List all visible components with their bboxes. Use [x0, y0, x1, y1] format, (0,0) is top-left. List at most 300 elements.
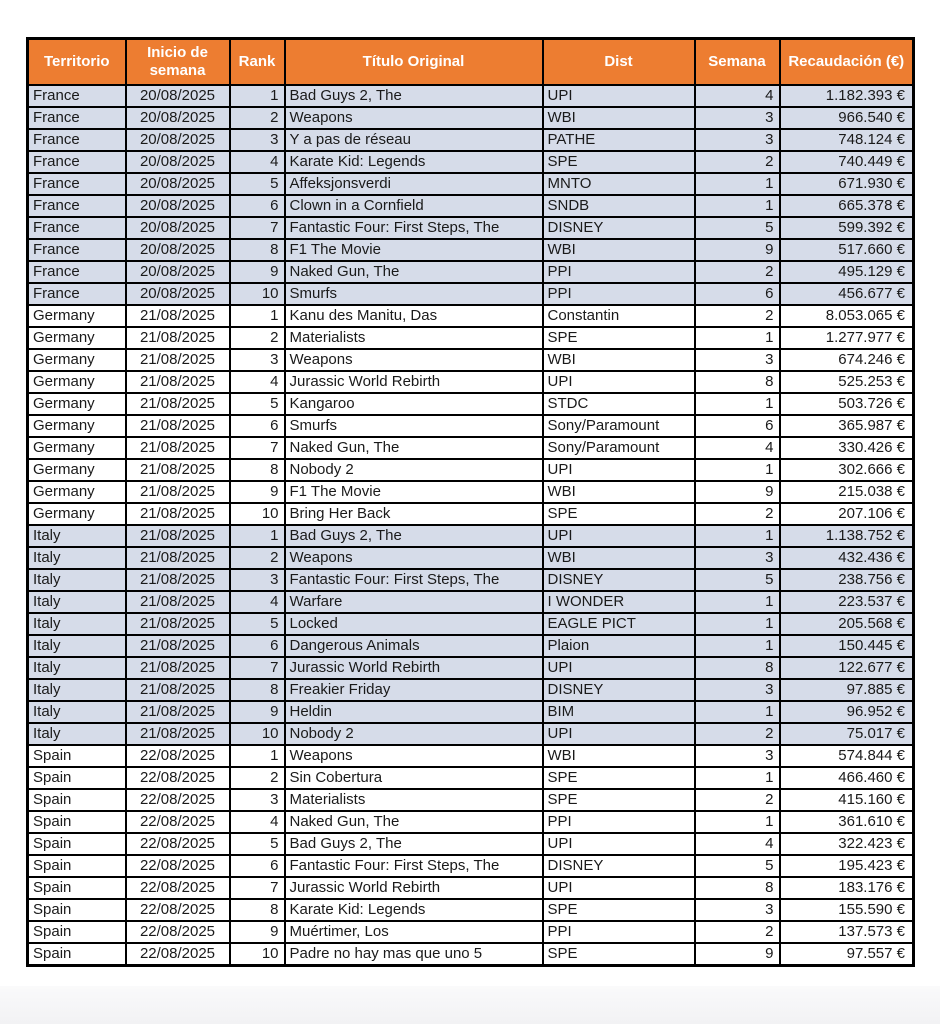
- cell-week-start: 20/08/2025: [126, 217, 230, 239]
- cell-territory: Germany: [28, 327, 126, 349]
- cell-dist: STDC: [543, 393, 695, 415]
- cell-week: 6: [695, 415, 780, 437]
- cell-title: Smurfs: [285, 415, 543, 437]
- cell-title: Heldin: [285, 701, 543, 723]
- cell-dist: UPI: [543, 525, 695, 547]
- cell-territory: Italy: [28, 613, 126, 635]
- cell-dist: WBI: [543, 547, 695, 569]
- cell-week-start: 21/08/2025: [126, 371, 230, 393]
- cell-week: 1: [695, 195, 780, 217]
- cell-dist: MNTO: [543, 173, 695, 195]
- cell-rank: 9: [230, 261, 285, 283]
- cell-territory: Spain: [28, 877, 126, 899]
- cell-territory: Italy: [28, 591, 126, 613]
- cell-title: Materialists: [285, 789, 543, 811]
- cell-rank: 3: [230, 349, 285, 371]
- cell-dist: PPI: [543, 283, 695, 305]
- cell-title: Y a pas de réseau: [285, 129, 543, 151]
- cell-territory: France: [28, 85, 126, 107]
- table-row: [28, 305, 914, 327]
- cell-title: Clown in a Cornfield: [285, 195, 543, 217]
- cell-week-start: 20/08/2025: [126, 239, 230, 261]
- cell-title: Nobody 2: [285, 723, 543, 745]
- cell-week: 1: [695, 701, 780, 723]
- cell-territory: France: [28, 151, 126, 173]
- table-row: [28, 811, 914, 833]
- cell-rank: 3: [230, 789, 285, 811]
- cell-dist: PATHE: [543, 129, 695, 151]
- cell-week: 1: [695, 767, 780, 789]
- cell-week-start: 21/08/2025: [126, 591, 230, 613]
- cell-dist: UPI: [543, 833, 695, 855]
- cell-territory: Germany: [28, 305, 126, 327]
- cell-dist: DISNEY: [543, 217, 695, 239]
- table-row: [28, 327, 914, 349]
- boxoffice-table: [26, 37, 915, 967]
- cell-rank: 8: [230, 459, 285, 481]
- cell-territory: Germany: [28, 349, 126, 371]
- cell-week-start: 21/08/2025: [126, 459, 230, 481]
- cell-gross: 238.756 €: [780, 569, 914, 591]
- cell-rank: 9: [230, 481, 285, 503]
- cell-week-start: 20/08/2025: [126, 195, 230, 217]
- cell-gross: 671.930 €: [780, 173, 914, 195]
- table-row: [28, 657, 914, 679]
- header-gross: Recaudación (€): [780, 39, 914, 85]
- cell-gross: 195.423 €: [780, 855, 914, 877]
- cell-week-start: 20/08/2025: [126, 85, 230, 107]
- cell-week-start: 21/08/2025: [126, 481, 230, 503]
- cell-title: Affeksjonsverdi: [285, 173, 543, 195]
- table-row: [28, 767, 914, 789]
- cell-week-start: 22/08/2025: [126, 767, 230, 789]
- table-row: [28, 437, 914, 459]
- cell-week-start: 22/08/2025: [126, 789, 230, 811]
- table-row: [28, 371, 914, 393]
- cell-week: 3: [695, 107, 780, 129]
- cell-dist: SPE: [543, 789, 695, 811]
- cell-rank: 10: [230, 723, 285, 745]
- cell-dist: UPI: [543, 371, 695, 393]
- cell-week-start: 22/08/2025: [126, 811, 230, 833]
- cell-territory: Italy: [28, 569, 126, 591]
- cell-week-start: 22/08/2025: [126, 745, 230, 767]
- header-row: [28, 39, 914, 85]
- cell-dist: Sony/Paramount: [543, 437, 695, 459]
- cell-gross: 525.253 €: [780, 371, 914, 393]
- cell-week-start: 21/08/2025: [126, 503, 230, 525]
- cell-dist: SNDB: [543, 195, 695, 217]
- cell-dist: WBI: [543, 239, 695, 261]
- cell-week-start: 21/08/2025: [126, 723, 230, 745]
- table-row: [28, 173, 914, 195]
- cell-week: 3: [695, 745, 780, 767]
- cell-territory: Germany: [28, 503, 126, 525]
- cell-week-start: 21/08/2025: [126, 437, 230, 459]
- table-row: [28, 283, 914, 305]
- table-row: [28, 151, 914, 173]
- cell-gross: 215.038 €: [780, 481, 914, 503]
- cell-territory: France: [28, 283, 126, 305]
- cell-week: 1: [695, 635, 780, 657]
- cell-rank: 5: [230, 173, 285, 195]
- cell-week-start: 21/08/2025: [126, 569, 230, 591]
- cell-territory: Spain: [28, 745, 126, 767]
- cell-territory: Italy: [28, 723, 126, 745]
- header-rank: Rank: [230, 39, 285, 85]
- cell-dist: SPE: [543, 899, 695, 921]
- cell-rank: 8: [230, 899, 285, 921]
- header-dist: Dist: [543, 39, 695, 85]
- cell-rank: 10: [230, 943, 285, 966]
- table-row: [28, 591, 914, 613]
- cell-gross: 740.449 €: [780, 151, 914, 173]
- cell-week: 2: [695, 151, 780, 173]
- cell-rank: 1: [230, 305, 285, 327]
- cell-title: Bring Her Back: [285, 503, 543, 525]
- cell-week: 1: [695, 393, 780, 415]
- cell-gross: 205.568 €: [780, 613, 914, 635]
- cell-territory: France: [28, 195, 126, 217]
- cell-week-start: 22/08/2025: [126, 833, 230, 855]
- cell-title: Fantastic Four: First Steps, The: [285, 217, 543, 239]
- cell-week: 1: [695, 459, 780, 481]
- cell-territory: Spain: [28, 921, 126, 943]
- cell-territory: Spain: [28, 943, 126, 966]
- cell-dist: Sony/Paramount: [543, 415, 695, 437]
- cell-dist: SPE: [543, 767, 695, 789]
- table-row: [28, 833, 914, 855]
- cell-week: 3: [695, 547, 780, 569]
- cell-title: Kangaroo: [285, 393, 543, 415]
- cell-gross: 665.378 €: [780, 195, 914, 217]
- cell-week: 9: [695, 481, 780, 503]
- cell-week-start: 22/08/2025: [126, 943, 230, 966]
- table-row: [28, 261, 914, 283]
- cell-week: 1: [695, 591, 780, 613]
- cell-gross: 137.573 €: [780, 921, 914, 943]
- cell-week-start: 21/08/2025: [126, 635, 230, 657]
- cell-dist: SPE: [543, 503, 695, 525]
- cell-week: 2: [695, 261, 780, 283]
- cell-territory: Spain: [28, 833, 126, 855]
- table-header: [28, 39, 914, 85]
- cell-week-start: 21/08/2025: [126, 547, 230, 569]
- cell-week: 2: [695, 723, 780, 745]
- cell-rank: 6: [230, 415, 285, 437]
- cell-gross: 432.436 €: [780, 547, 914, 569]
- cell-rank: 6: [230, 855, 285, 877]
- cell-rank: 5: [230, 393, 285, 415]
- cell-territory: Germany: [28, 393, 126, 415]
- cell-territory: Germany: [28, 459, 126, 481]
- cell-territory: Italy: [28, 547, 126, 569]
- cell-rank: 6: [230, 635, 285, 657]
- cell-gross: 517.660 €: [780, 239, 914, 261]
- cell-dist: DISNEY: [543, 855, 695, 877]
- cell-rank: 8: [230, 239, 285, 261]
- cell-territory: France: [28, 261, 126, 283]
- cell-territory: France: [28, 129, 126, 151]
- cell-title: F1 The Movie: [285, 239, 543, 261]
- table-row: [28, 789, 914, 811]
- table-row: [28, 525, 914, 547]
- cell-dist: UPI: [543, 459, 695, 481]
- cell-week-start: 21/08/2025: [126, 327, 230, 349]
- table-row: [28, 921, 914, 943]
- cell-title: Muértimer, Los: [285, 921, 543, 943]
- table-row: [28, 613, 914, 635]
- cell-week-start: 21/08/2025: [126, 657, 230, 679]
- cell-gross: 365.987 €: [780, 415, 914, 437]
- cell-title: Jurassic World Rebirth: [285, 371, 543, 393]
- cell-week-start: 20/08/2025: [126, 261, 230, 283]
- cell-title: Bad Guys 2, The: [285, 85, 543, 107]
- cell-territory: Italy: [28, 657, 126, 679]
- cell-week: 2: [695, 789, 780, 811]
- cell-week-start: 20/08/2025: [126, 151, 230, 173]
- cell-week-start: 21/08/2025: [126, 393, 230, 415]
- cell-title: Bad Guys 2, The: [285, 525, 543, 547]
- cell-territory: France: [28, 173, 126, 195]
- cell-rank: 5: [230, 613, 285, 635]
- cell-gross: 122.677 €: [780, 657, 914, 679]
- cell-dist: Constantin: [543, 305, 695, 327]
- cell-rank: 10: [230, 503, 285, 525]
- cell-dist: SPE: [543, 943, 695, 966]
- cell-week-start: 20/08/2025: [126, 283, 230, 305]
- cell-week: 1: [695, 173, 780, 195]
- cell-dist: I WONDER: [543, 591, 695, 613]
- cell-rank: 2: [230, 767, 285, 789]
- cell-week-start: 21/08/2025: [126, 525, 230, 547]
- cell-title: Padre no hay mas que uno 5: [285, 943, 543, 966]
- cell-title: F1 The Movie: [285, 481, 543, 503]
- cell-week: 1: [695, 613, 780, 635]
- cell-week: 3: [695, 349, 780, 371]
- table-row: [28, 943, 914, 966]
- cell-territory: France: [28, 107, 126, 129]
- cell-dist: SPE: [543, 327, 695, 349]
- cell-week: 4: [695, 437, 780, 459]
- table-row: [28, 547, 914, 569]
- cell-territory: Spain: [28, 767, 126, 789]
- cell-week: 5: [695, 569, 780, 591]
- cell-title: Nobody 2: [285, 459, 543, 481]
- cell-dist: DISNEY: [543, 569, 695, 591]
- cell-territory: Italy: [28, 701, 126, 723]
- cell-gross: 599.392 €: [780, 217, 914, 239]
- cell-rank: 7: [230, 657, 285, 679]
- cell-title: Weapons: [285, 547, 543, 569]
- table-row: [28, 107, 914, 129]
- cell-rank: 1: [230, 525, 285, 547]
- cell-week: 1: [695, 525, 780, 547]
- cell-rank: 9: [230, 921, 285, 943]
- cell-gross: 361.610 €: [780, 811, 914, 833]
- table-row: [28, 459, 914, 481]
- cell-rank: 4: [230, 151, 285, 173]
- cell-gross: 1.182.393 €: [780, 85, 914, 107]
- cell-territory: Spain: [28, 899, 126, 921]
- cell-rank: 5: [230, 833, 285, 855]
- cell-week: 3: [695, 129, 780, 151]
- table-row: [28, 85, 914, 107]
- cell-week: 1: [695, 811, 780, 833]
- cell-gross: 415.160 €: [780, 789, 914, 811]
- cell-gross: 748.124 €: [780, 129, 914, 151]
- cell-week: 8: [695, 657, 780, 679]
- cell-gross: 322.423 €: [780, 833, 914, 855]
- cell-week-start: 21/08/2025: [126, 613, 230, 635]
- header-week: Semana: [695, 39, 780, 85]
- cell-dist: DISNEY: [543, 679, 695, 701]
- cell-week: 5: [695, 217, 780, 239]
- cell-territory: Italy: [28, 635, 126, 657]
- cell-dist: UPI: [543, 85, 695, 107]
- cell-week-start: 22/08/2025: [126, 855, 230, 877]
- table-row: [28, 129, 914, 151]
- cell-week: 8: [695, 371, 780, 393]
- cell-week: 8: [695, 877, 780, 899]
- cell-title: Jurassic World Rebirth: [285, 657, 543, 679]
- table-row: [28, 217, 914, 239]
- cell-title: Fantastic Four: First Steps, The: [285, 569, 543, 591]
- cell-week-start: 21/08/2025: [126, 679, 230, 701]
- header-title: Título Original: [285, 39, 543, 85]
- table-row: [28, 723, 914, 745]
- cell-title: Weapons: [285, 107, 543, 129]
- cell-rank: 6: [230, 195, 285, 217]
- cell-gross: 966.540 €: [780, 107, 914, 129]
- cell-rank: 8: [230, 679, 285, 701]
- table-row: [28, 569, 914, 591]
- cell-title: Karate Kid: Legends: [285, 151, 543, 173]
- cell-territory: Germany: [28, 415, 126, 437]
- cell-rank: 9: [230, 701, 285, 723]
- cell-gross: 1.138.752 €: [780, 525, 914, 547]
- table-body: [28, 85, 914, 966]
- cell-gross: 503.726 €: [780, 393, 914, 415]
- cell-rank: 10: [230, 283, 285, 305]
- cell-gross: 495.129 €: [780, 261, 914, 283]
- cell-week-start: 21/08/2025: [126, 305, 230, 327]
- cell-gross: 674.246 €: [780, 349, 914, 371]
- table-row: [28, 679, 914, 701]
- table-row: [28, 701, 914, 723]
- cell-week-start: 21/08/2025: [126, 701, 230, 723]
- cell-territory: Spain: [28, 789, 126, 811]
- cell-dist: WBI: [543, 745, 695, 767]
- table-row: [28, 239, 914, 261]
- table-row: [28, 393, 914, 415]
- cell-gross: 150.445 €: [780, 635, 914, 657]
- cell-territory: Germany: [28, 481, 126, 503]
- cell-gross: 183.176 €: [780, 877, 914, 899]
- cell-dist: SPE: [543, 151, 695, 173]
- cell-rank: 2: [230, 327, 285, 349]
- cell-rank: 7: [230, 217, 285, 239]
- cell-title: Freakier Friday: [285, 679, 543, 701]
- cell-rank: 1: [230, 85, 285, 107]
- cell-gross: 223.537 €: [780, 591, 914, 613]
- table-row: [28, 481, 914, 503]
- cell-rank: 4: [230, 591, 285, 613]
- table-row: [28, 635, 914, 657]
- cell-week: 2: [695, 305, 780, 327]
- cell-gross: 97.885 €: [780, 679, 914, 701]
- cell-dist: UPI: [543, 723, 695, 745]
- header-territory: Territorio: [28, 39, 126, 85]
- cell-dist: WBI: [543, 481, 695, 503]
- cell-week: 2: [695, 503, 780, 525]
- cell-gross: 207.106 €: [780, 503, 914, 525]
- table-row: [28, 349, 914, 371]
- cell-title: Locked: [285, 613, 543, 635]
- cell-title: Bad Guys 2, The: [285, 833, 543, 855]
- cell-dist: UPI: [543, 657, 695, 679]
- cell-dist: UPI: [543, 877, 695, 899]
- cell-title: Weapons: [285, 349, 543, 371]
- cell-rank: 2: [230, 547, 285, 569]
- cell-gross: 1.277.977 €: [780, 327, 914, 349]
- cell-territory: France: [28, 239, 126, 261]
- table-row: [28, 745, 914, 767]
- cell-week: 4: [695, 833, 780, 855]
- table-row: [28, 877, 914, 899]
- table-row: [28, 855, 914, 877]
- cell-title: Naked Gun, The: [285, 261, 543, 283]
- cell-rank: 7: [230, 437, 285, 459]
- cell-gross: 8.053.065 €: [780, 305, 914, 327]
- cell-week: 4: [695, 85, 780, 107]
- cell-week-start: 22/08/2025: [126, 877, 230, 899]
- cell-week-start: 21/08/2025: [126, 349, 230, 371]
- cell-week: 9: [695, 943, 780, 966]
- cell-title: Warfare: [285, 591, 543, 613]
- cell-rank: 7: [230, 877, 285, 899]
- cell-gross: 155.590 €: [780, 899, 914, 921]
- cell-rank: 3: [230, 569, 285, 591]
- cell-territory: Spain: [28, 855, 126, 877]
- cell-week-start: 22/08/2025: [126, 899, 230, 921]
- cell-territory: Germany: [28, 371, 126, 393]
- cell-title: Weapons: [285, 745, 543, 767]
- cell-territory: Germany: [28, 437, 126, 459]
- cell-title: Sin Cobertura: [285, 767, 543, 789]
- table-row: [28, 415, 914, 437]
- cell-title: Naked Gun, The: [285, 437, 543, 459]
- cell-gross: 466.460 €: [780, 767, 914, 789]
- cell-week-start: 20/08/2025: [126, 173, 230, 195]
- cell-dist: EAGLE PICT: [543, 613, 695, 635]
- cell-week: 2: [695, 921, 780, 943]
- cell-dist: WBI: [543, 107, 695, 129]
- header-week-start: Inicio de semana: [126, 39, 230, 85]
- cell-title: Jurassic World Rebirth: [285, 877, 543, 899]
- cell-gross: 330.426 €: [780, 437, 914, 459]
- cell-dist: PPI: [543, 921, 695, 943]
- cell-gross: 456.677 €: [780, 283, 914, 305]
- cell-territory: Italy: [28, 525, 126, 547]
- cell-rank: 2: [230, 107, 285, 129]
- cell-dist: WBI: [543, 349, 695, 371]
- cell-title: Naked Gun, The: [285, 811, 543, 833]
- table-row: [28, 503, 914, 525]
- table-row: [28, 899, 914, 921]
- cell-gross: 574.844 €: [780, 745, 914, 767]
- cell-week-start: 22/08/2025: [126, 921, 230, 943]
